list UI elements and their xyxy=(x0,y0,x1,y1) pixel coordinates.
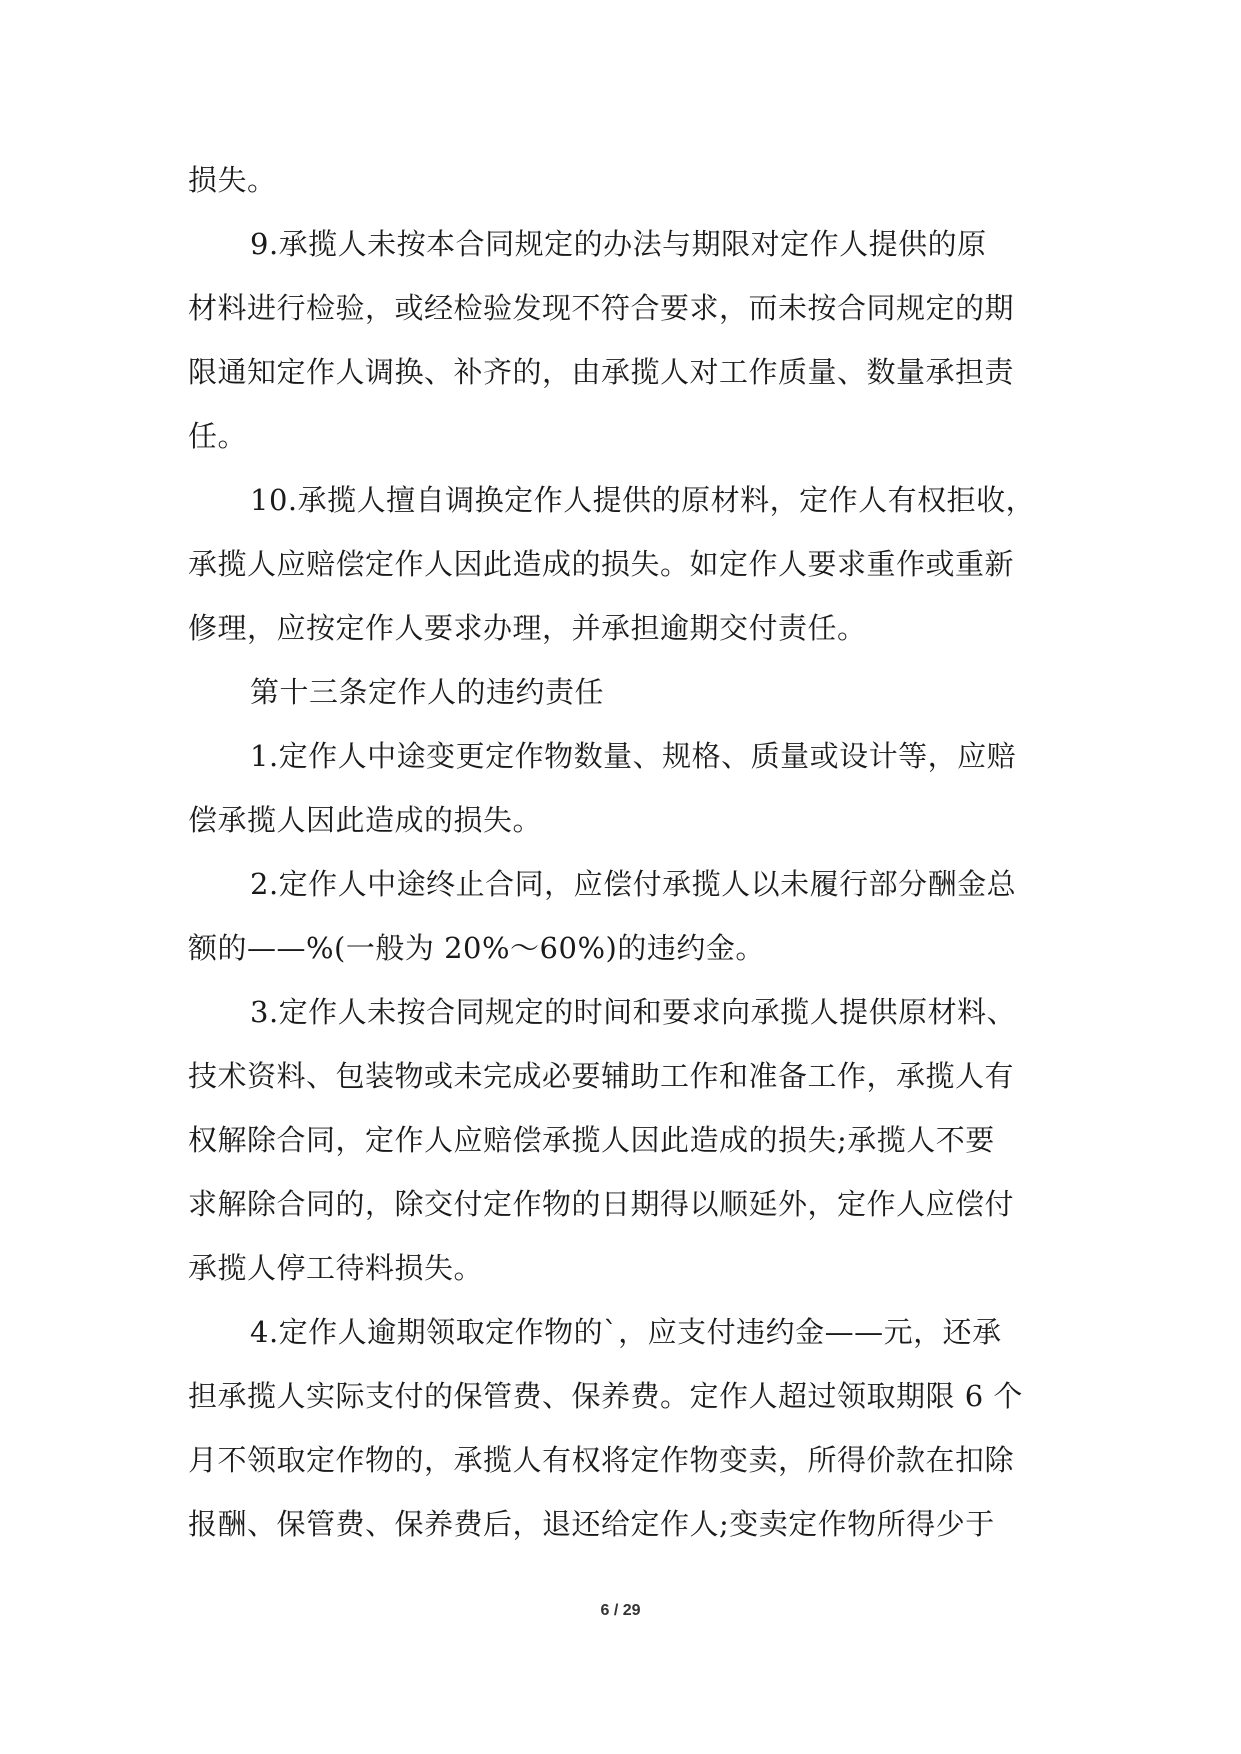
text-line: 报酬、保管费、保养费后，退还给定作人;变卖定作物所得少于 xyxy=(188,1507,995,1541)
text-line: 承揽人应赔偿定作人因此造成的损失。如定作人要求重作或重新 xyxy=(188,547,1015,581)
text-line: 月不领取定作物的，承揽人有权将定作物变卖，所得价款在扣除 xyxy=(188,1443,1015,1477)
text-line: 修理，应按定作人要求办理，并承担逾期交付责任。 xyxy=(188,611,867,645)
text-line: 1.定作人中途变更定作物数量、规格、质量或设计等，应赔 xyxy=(250,739,1017,773)
page-number: 6 / 29 xyxy=(600,1602,641,1619)
text-line: 损失。 xyxy=(188,163,277,197)
text-line: 额的——%(一般为 20%～60%)的违约金。 xyxy=(188,931,765,965)
text-line: 限通知定作人调换、补齐的，由承揽人对工作质量、数量承担责 xyxy=(188,355,1015,389)
text-line: 权解除合同，定作人应赔偿承揽人因此造成的损失;承揽人不要 xyxy=(188,1123,995,1157)
section-heading: 第十三条定作人的违约责任 xyxy=(250,675,605,709)
text-line: 担承揽人实际支付的保管费、保养费。定作人超过领取期限 6 个 xyxy=(188,1379,1023,1413)
text-line: 任。 xyxy=(188,419,248,453)
text-line: 偿承揽人因此造成的损失。 xyxy=(188,803,543,837)
document-body xyxy=(188,148,1058,1556)
text-line: 材料进行检验，或经检验发现不符合要求，而未按合同规定的期 xyxy=(188,291,1015,325)
text-line: 求解除合同的，除交付定作物的日期得以顺延外，定作人应偿付 xyxy=(188,1187,1015,1221)
text-line: 技术资料、包装物或未完成必要辅助工作和准备工作，承揽人有 xyxy=(188,1059,1015,1093)
text-line: 承揽人停工待料损失。 xyxy=(188,1251,484,1285)
text-line: 4.定作人逾期领取定作物的`，应支付违约金——元，还承 xyxy=(250,1315,1002,1349)
text-line: 3.定作人未按合同规定的时间和要求向承揽人提供原材料、 xyxy=(250,995,1017,1029)
text-line: 2.定作人中途终止合同，应偿付承揽人以未履行部分酬金总 xyxy=(250,867,1017,901)
text-line: 9.承揽人未按本合同规定的办法与期限对定作人提供的原 xyxy=(250,227,987,261)
text-line: 10.承揽人擅自调换定作人提供的原材料，定作人有权拒收， xyxy=(250,483,1036,517)
